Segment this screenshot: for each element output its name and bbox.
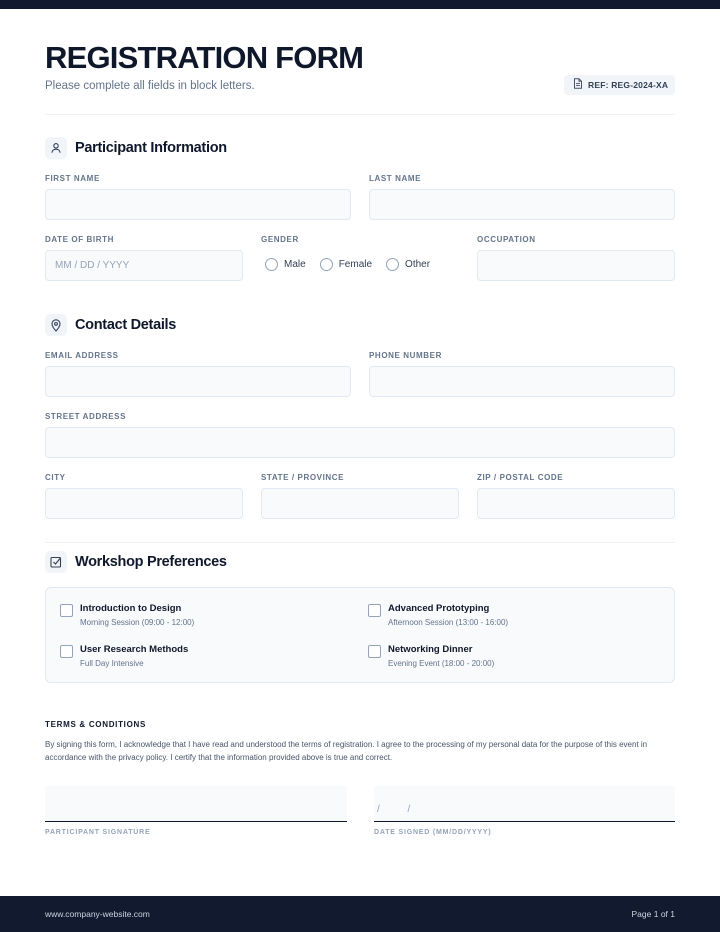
- reference-text: REF: REG-2024-XA: [588, 80, 669, 90]
- workshop-title: Networking Dinner: [388, 644, 473, 655]
- gender-other-radio[interactable]: [386, 258, 430, 271]
- dob-label: DATE OF BIRTH: [45, 235, 114, 244]
- date-separators: / /: [377, 804, 411, 815]
- workshop-checkbox[interactable]: [368, 645, 381, 658]
- gender-female-radio[interactable]: [320, 258, 372, 271]
- footer-page-number: Page 1 of 1: [631, 909, 675, 919]
- workshop-title: User Research Methods: [80, 644, 189, 655]
- occupation-field[interactable]: [477, 250, 675, 281]
- section-title: Contact Details: [75, 317, 177, 333]
- footer-website: www.company-website.com: [45, 909, 150, 919]
- email-field[interactable]: [45, 366, 351, 397]
- participant-section-header: [45, 137, 227, 159]
- workshop-section-header: [45, 551, 227, 573]
- gender-radio-group: [265, 258, 444, 271]
- occupation-label: OCCUPATION: [477, 235, 536, 244]
- section-title: Workshop Preferences: [75, 554, 227, 570]
- gender-label: GENDER: [261, 235, 299, 244]
- terms-text: By signing this form, I acknowledge that I have read and understood the terms of registration. I agree to the processing of my personal data for the purpose of this event in accordance with the privacy policy. I certify that the information provided above is true and correct.: [45, 740, 648, 762]
- state-field[interactable]: [261, 488, 459, 519]
- workshop-option[interactable]: [368, 603, 508, 627]
- workshop-checkbox[interactable]: [368, 604, 381, 617]
- workshop-option[interactable]: [368, 644, 494, 668]
- page-title: REGISTRATION FORM: [45, 40, 364, 75]
- document-icon: [573, 76, 583, 94]
- top-accent-bar: [0, 0, 720, 9]
- dob-field[interactable]: [45, 250, 243, 281]
- date-signed-label: DATE SIGNED (MM/DD/YYYY): [374, 829, 492, 836]
- radio-label: Male: [284, 259, 306, 270]
- location-pin-icon: [45, 314, 67, 336]
- city-label: CITY: [45, 473, 66, 482]
- header-divider: [45, 114, 675, 115]
- phone-field[interactable]: [369, 366, 675, 397]
- radio-circle[interactable]: [320, 258, 333, 271]
- phone-label: PHONE NUMBER: [369, 351, 442, 360]
- street-field[interactable]: [45, 427, 675, 458]
- city-field[interactable]: [45, 488, 243, 519]
- signature-label: PARTICIPANT SIGNATURE: [45, 829, 151, 836]
- radio-label: Female: [338, 259, 373, 270]
- email-label: EMAIL ADDRESS: [45, 351, 119, 360]
- zip-field[interactable]: [477, 488, 675, 519]
- first-name-label: FIRST NAME: [45, 174, 100, 183]
- workshop-checkbox[interactable]: [60, 604, 73, 617]
- terms-title: TERMS & CONDITIONS: [45, 720, 147, 729]
- workshop-subtitle: Full Day Intensive: [80, 659, 144, 668]
- street-label: STREET ADDRESS: [45, 412, 127, 421]
- section-title: Participant Information: [75, 140, 227, 156]
- workshop-subtitle: Afternoon Session (13:00 - 16:00): [388, 618, 509, 627]
- last-name-label: LAST NAME: [369, 174, 422, 183]
- workshop-option[interactable]: [60, 644, 188, 668]
- last-name-field[interactable]: [369, 189, 675, 220]
- page-subtitle: Please complete all fields in block letters.: [45, 80, 255, 92]
- radio-circle[interactable]: [386, 258, 399, 271]
- workshop-title: Advanced Prototyping: [388, 603, 490, 614]
- reference-badge: [564, 75, 675, 95]
- workshop-checkbox[interactable]: [60, 645, 73, 658]
- first-name-field[interactable]: [45, 189, 351, 220]
- contact-section-header: [45, 314, 176, 336]
- workshop-option[interactable]: [60, 603, 194, 627]
- section-divider: [45, 542, 675, 543]
- user-icon: [45, 137, 67, 159]
- signature-field[interactable]: [45, 786, 347, 822]
- date-signed-field[interactable]: [374, 786, 675, 822]
- radio-label: Other: [405, 259, 431, 270]
- workshop-options-box: [45, 587, 675, 683]
- checkbox-check-icon: [45, 551, 67, 573]
- zip-label: ZIP / POSTAL CODE: [477, 473, 564, 482]
- workshop-title: Introduction to Design: [80, 603, 182, 614]
- state-label: STATE / PROVINCE: [261, 473, 345, 482]
- workshop-subtitle: Morning Session (09:00 - 12:00): [80, 618, 195, 627]
- radio-circle[interactable]: [265, 258, 278, 271]
- footer: [0, 896, 720, 932]
- gender-male-radio[interactable]: [265, 258, 306, 271]
- workshop-subtitle: Evening Event (18:00 - 20:00): [388, 659, 495, 668]
